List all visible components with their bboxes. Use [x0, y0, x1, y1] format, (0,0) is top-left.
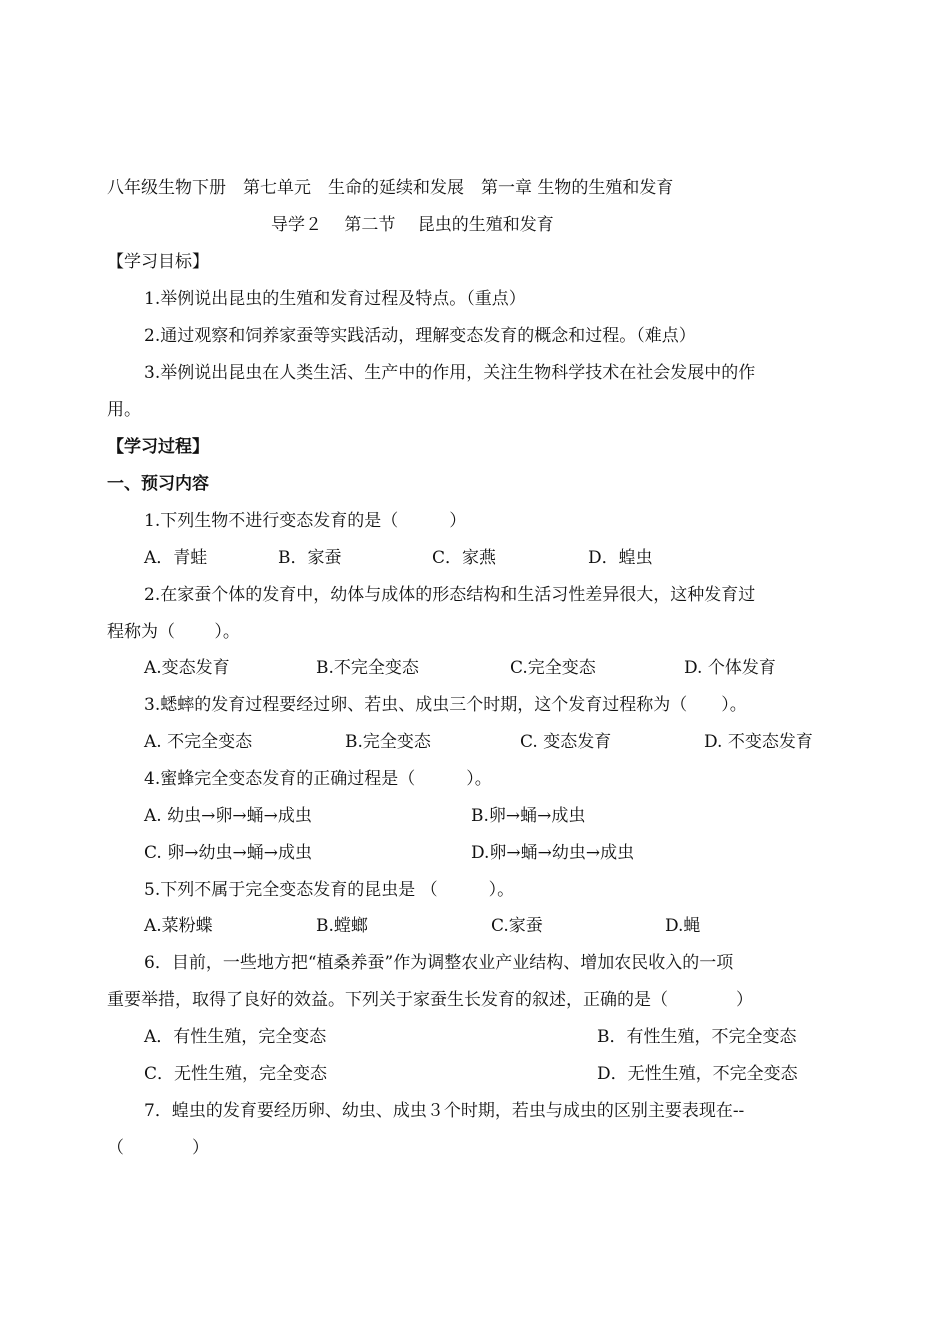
- question-1-option-a: A．青蛙: [144, 548, 208, 568]
- question-1-option-c: C．家燕: [432, 548, 497, 568]
- question-7-stem: 7．蝗虫的发育要经历卵、幼虫、成虫３个时期，若虫与成虫的区别主要表现在--: [144, 1101, 745, 1121]
- objective-item-3-cont: 用。: [107, 400, 141, 420]
- question-7-stem-cont: （ ）: [107, 1138, 209, 1158]
- question-2-option-b: B.不完全变态: [316, 658, 419, 678]
- question-3-option-a: A. 不完全变态: [144, 732, 253, 752]
- question-4-option-a: A. 幼虫→卵→蛹→成虫: [144, 806, 312, 826]
- question-3-option-c: C. 变态发育: [520, 732, 612, 752]
- question-3-option-b: B.完全变态: [345, 732, 431, 752]
- question-4-option-b: B.卵→蛹→成虫: [471, 806, 586, 826]
- question-5-option-b: B.螳螂: [316, 916, 368, 936]
- question-6-option-d: D．无性生殖，不完全变态: [597, 1064, 798, 1084]
- question-2-option-c: C.完全变态: [510, 658, 596, 678]
- question-5-option-a: A.菜粉蝶: [144, 916, 213, 936]
- section-heading-preview: 一、预习内容: [107, 474, 209, 494]
- question-1-option-b: B．家蚕: [278, 548, 342, 568]
- question-4-option-d: D.卵→蛹→幼虫→成虫: [471, 843, 635, 863]
- question-6-stem-cont: 重要举措，取得了良好的效益。下列关于家蚕生长发育的叙述，正确的是（ ）: [107, 990, 753, 1010]
- question-2-stem-cont: 程称为（ ）。: [107, 622, 240, 642]
- question-5-option-c: C.家蚕: [491, 916, 543, 936]
- objectives-heading: 【学习目标】: [107, 252, 209, 272]
- question-5-stem: 5.下列不属于完全变态发育的昆虫是 （ ）。: [144, 880, 515, 900]
- question-6-option-b: B．有性生殖，不完全变态: [597, 1027, 797, 1047]
- objective-item-1: 1.举例说出昆虫的生殖和发育过程及特点。（重点）: [144, 289, 526, 309]
- lesson-subtitle: 导学２ 第二节 昆虫的生殖和发育: [271, 215, 554, 235]
- question-6-stem: 6．目前，一些地方把“植桑养蚕”作为调整农业产业结构、增加农民收入的一项: [144, 953, 734, 973]
- question-1-stem: 1.下列生物不进行变态发育的是（ ）: [144, 511, 467, 531]
- question-2-option-a: A.变态发育: [144, 658, 230, 678]
- question-5-option-d: D.蝇: [665, 916, 701, 936]
- question-4-stem: 4.蜜蜂完全变态发育的正确过程是（ ）。: [144, 769, 492, 789]
- question-3-stem: 3.蟋蟀的发育过程要经过卵、若虫、成虫三个时期，这个发育过程称为（ ）。: [144, 695, 747, 715]
- question-6-option-a: A．有性生殖，完全变态: [144, 1027, 327, 1047]
- question-6-option-c: C．无性生殖，完全变态: [144, 1064, 328, 1084]
- question-2-option-d: D. 个体发育: [684, 658, 776, 678]
- document-title: 八年级生物下册 第七单元 生命的延续和发展 第一章 生物的生殖和发育: [107, 178, 674, 198]
- question-3-option-d: D. 不变态发育: [704, 732, 813, 752]
- question-4-option-c: C. 卵→幼虫→蛹→成虫: [144, 843, 312, 863]
- question-1-option-d: D．蝗虫: [588, 548, 653, 568]
- objective-item-3: 3.举例说出昆虫在人类生活、生产中的作用，关注生物科学技术在社会发展中的作: [144, 363, 756, 383]
- objective-item-2: 2.通过观察和饲养家蚕等实践活动，理解变态发育的概念和过程。（难点）: [144, 326, 696, 346]
- process-heading: 【学习过程】: [107, 437, 209, 457]
- question-2-stem: 2.在家蚕个体的发育中，幼体与成体的形态结构和生活习性差异很大，这种发育过: [144, 585, 756, 605]
